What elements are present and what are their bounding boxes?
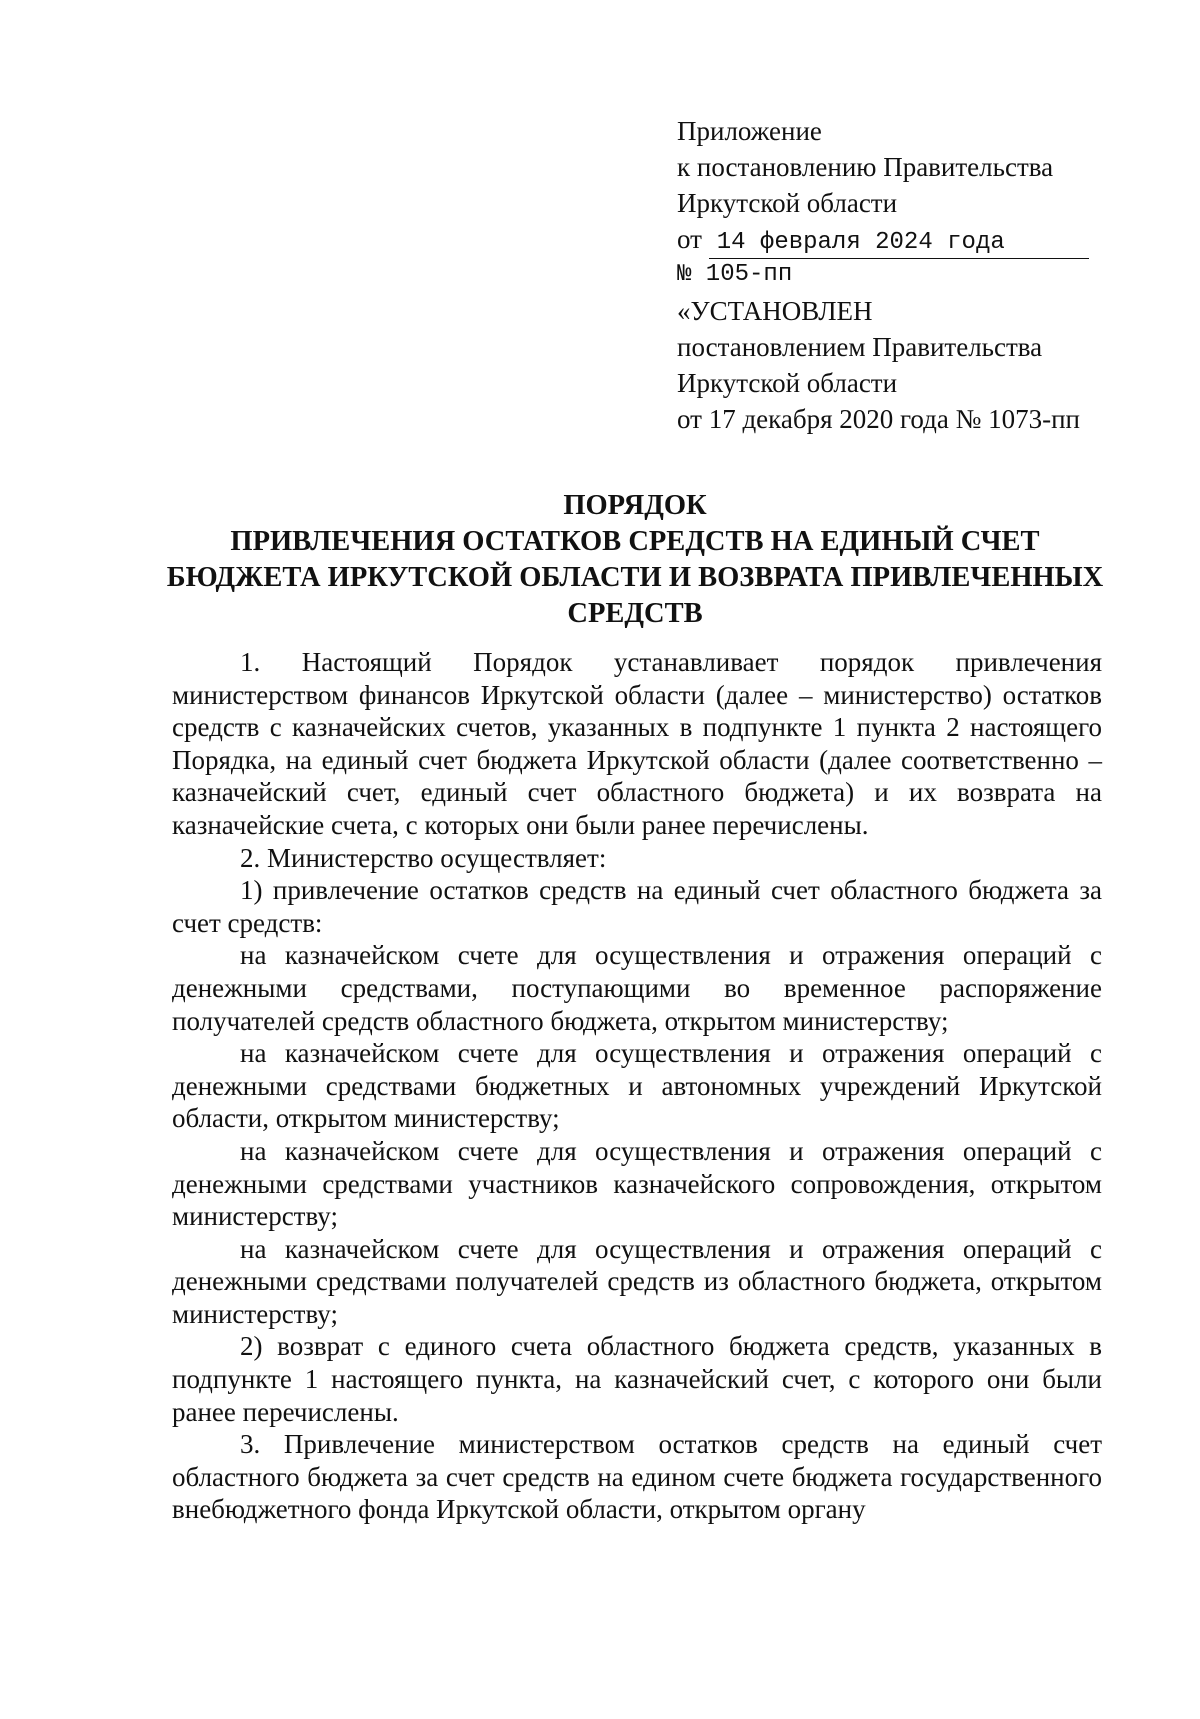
- title-line-1: ПОРЯДОК: [563, 490, 707, 521]
- established-date-number-line: от 17 декабря 2020 года № 1073-пп: [677, 404, 1081, 434]
- established-resolution-line: постановлением Правительства: [677, 332, 1043, 362]
- document-title: [150, 488, 1120, 632]
- date-field: 14 февраля 2024 года: [709, 228, 1089, 259]
- title-line-2: ПРИВЛЕЧЕНИЯ ОСТАТКОВ СРЕДСТВ НА ЕДИНЫЙ СЧЕТ: [230, 526, 1040, 557]
- paragraph-1: 1. Настоящий Порядок устанавливает порядок привлечения министерством финансов Иркутской области (далее – министерство) остатков средств с казначейских счетов, указанных в подпункте 1 пункта 2 настоящего Порядка, на единый счет бюджета Иркутской области (далее соответственно – казначейский счет, единый счет областного бюджета) и их возврата на казначейские счета, с которых они были ранее перечислены.: [172, 647, 1102, 840]
- paragraph-2-1: 1) привлечение остатков средств на единый счет областного бюджета за счет средств:: [172, 875, 1102, 938]
- paragraph-account-4: на казначейском счете для осуществления и отражения операций с денежными средствами получателей средств из областного бюджета, открытом министерству;: [172, 1233, 1102, 1329]
- paragraph-account-1: на казначейском счете для осуществления и отражения операций с денежными средствами, поступающими во временное распоряжение получателей средств областного бюджета, открытом министерству;: [172, 940, 1102, 1036]
- paragraph-account-3: на казначейском счете для осуществления и отражения операций с денежными средствами участников казначейского сопровождения, открытом министерству;: [172, 1135, 1102, 1232]
- established-heading: «УСТАНОВЛЕН: [677, 296, 873, 326]
- established-region-line: Иркутской области: [677, 368, 898, 398]
- attachment-date-line: [677, 221, 1117, 257]
- attachment-number: № 105-пп: [677, 261, 793, 288]
- paragraph-2: 2. Министерство осуществляет:: [240, 842, 607, 873]
- attachment-block: [677, 113, 1117, 437]
- paragraph-account-2: на казначейском счете для осуществления и отражения операций с денежными средствами бюджетных и автономных учреждений Иркутской области, открытом министерству;: [172, 1038, 1102, 1134]
- paragraph-2-2: 2) возврат с единого счета областного бюджета средств, указанных в подпункте 1 настоящего пункта, на казначейский счет, с которого они были ранее перечислены.: [172, 1331, 1102, 1427]
- paragraph-3: 3. Привлечение министерством остатков средств на единый счет областного бюджета за счет средств на едином счете бюджета государственного внебюджетного фонда Иркутской области, открытом органу: [172, 1429, 1102, 1525]
- document-body: [172, 646, 1102, 1526]
- date-prefix: от: [677, 224, 702, 254]
- title-line-4: СРЕДСТВ: [567, 598, 703, 629]
- attachment-resolution-line: к постановлению Правительства: [677, 152, 1054, 182]
- title-line-3: БЮДЖЕТА ИРКУТСКОЙ ОБЛАСТИ И ВОЗВРАТА ПРИВЛЕЧЕННЫХ: [166, 562, 1104, 593]
- attachment-heading: Приложение: [677, 116, 822, 146]
- attachment-region-line: Иркутской области: [677, 188, 898, 218]
